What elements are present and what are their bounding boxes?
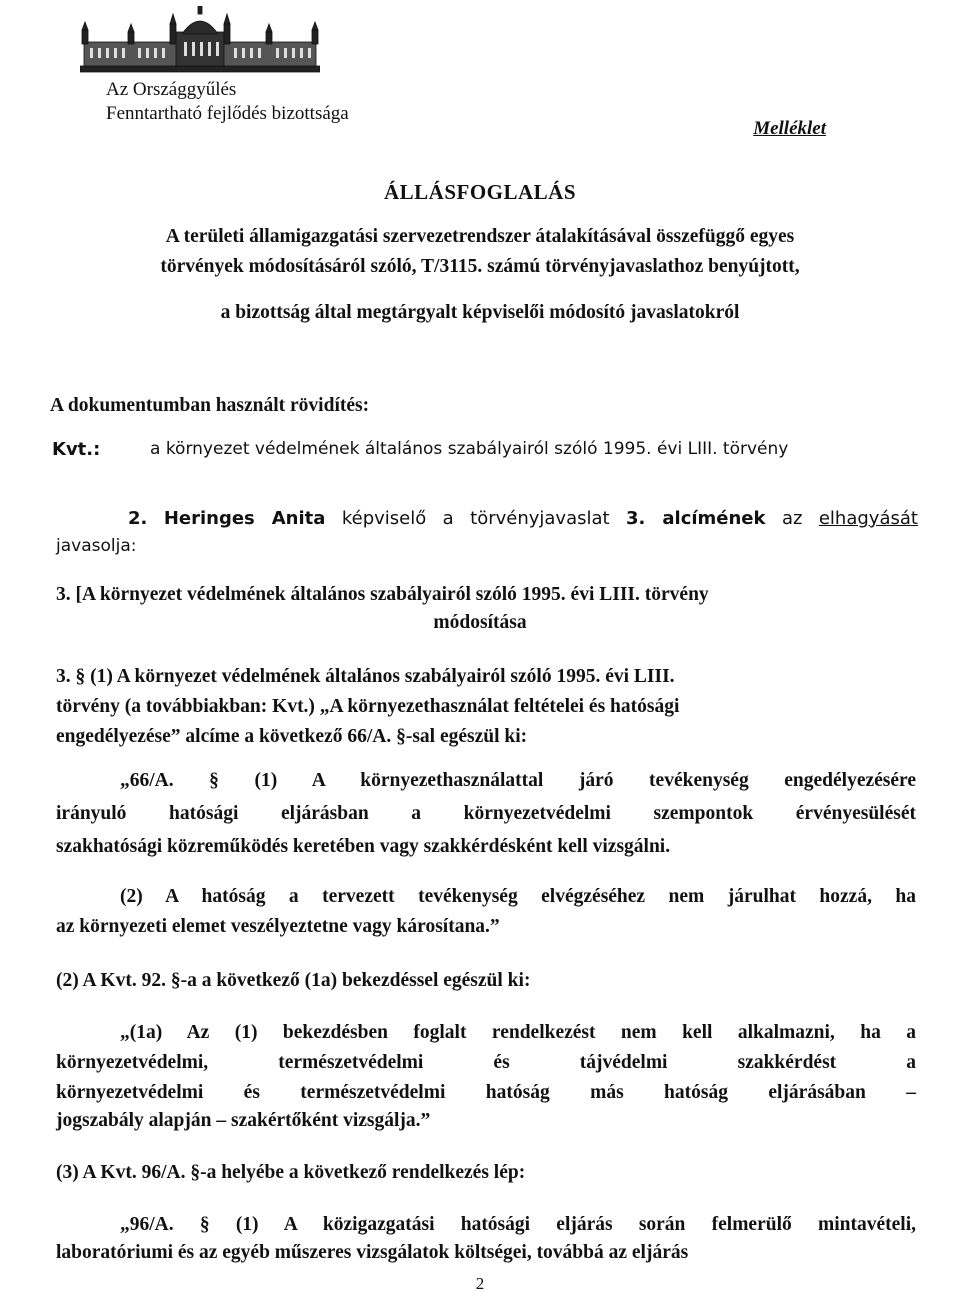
paragraph-line: engedélyezése” alcíme a következő 66/A. §-sal egészül ki:: [56, 726, 528, 747]
quote-line: (2) A hatóság a tervezett tevékenység elvégzéséhez nem járulhat hozzá, ha: [120, 886, 916, 907]
quote-line: környezetvédelmi, természetvédelmi és tájvédelmi szakkérdést a: [56, 1052, 916, 1073]
annex-label: Melléklet: [753, 118, 826, 139]
subtitle-line: A területi államigazgatási szervezetrendszer átalakításával összefüggő egyes: [165, 226, 795, 247]
subtitle-line: a bizottság által megtárgyalt képviselői módosító javaslatokról: [220, 302, 740, 323]
amendment-continuation: javasolja:: [56, 536, 137, 556]
quote-line: szakhatósági közreműködés keretében vagy szakkérdésként kell vizsgálni.: [56, 836, 671, 857]
parliament-building-icon: [80, 6, 320, 74]
subtitle-line: törvények módosításáról szóló, T/3115. számú törvényjavaslathoz benyújtott,: [160, 256, 800, 277]
document-title: ÁLLÁSFOGLALÁS: [383, 180, 577, 204]
quote-line: laboratóriumi és az egyéb műszeres vizsgálatok költségei, továbbá az eljárás: [56, 1242, 689, 1263]
amendment-author: Heringes Anita: [163, 508, 326, 529]
amendment-section-ref: 3. alcímének: [626, 508, 766, 529]
abbreviation-definition: a környezet védelmének általános szabályairól szóló 1995. évi LIII. törvény: [150, 439, 789, 459]
abbreviation-term: Kvt.:: [52, 439, 101, 460]
quote-line: környezetvédelmi és természetvédelmi hatóság más hatóság eljárásában –: [56, 1082, 916, 1103]
paragraph-line: törvény (a továbbiakban: Kvt.) „A környezethasználat feltételei és hatósági: [56, 696, 680, 717]
org-name: Az Országgyűlés: [106, 79, 237, 100]
committee-name: Fenntartható fejlődés bizottsága: [106, 103, 349, 124]
paragraph-line: (3) A Kvt. 96/A. §-a helyébe a következő rendelkezés lép:: [56, 1162, 526, 1183]
amendment-article: az: [781, 508, 803, 529]
paragraph-line: 3. § (1) A környezet védelmének általános szabályairól szóló 1995. évi LIII.: [56, 666, 675, 687]
section-heading: 3. [A környezet védelmének általános szabályairól szóló 1995. évi LIII. törvény: [56, 584, 709, 605]
amendment-action: elhagyását: [818, 508, 918, 529]
amendment-line: [128, 508, 918, 529]
amendment-number: 2.: [128, 508, 148, 529]
quote-line: „(1a) Az (1) bekezdésben foglalt rendelkezést nem kell alkalmazni, ha a: [120, 1022, 916, 1043]
quote-line: „66/A. § (1) A környezethasználattal járó tevékenység engedélyezésére: [120, 770, 916, 791]
quote-line: irányuló hatósági eljárásban a környezetvédelmi szempontok érvényesülését: [56, 803, 916, 824]
quote-line: az környezeti elemet veszélyeztetne vagy károsítana.”: [56, 916, 500, 937]
abbreviations-heading: A dokumentumban használt rövidítés:: [50, 395, 370, 416]
quote-line: jogszabály alapján – szakértőként vizsgálja.”: [56, 1110, 431, 1131]
amendment-text: képviselő a törvényjavaslat: [341, 508, 610, 529]
section-heading: módosítása: [433, 612, 527, 633]
paragraph-line: (2) A Kvt. 92. §-a a következő (1a) bekezdéssel egészül ki:: [56, 970, 531, 991]
quote-line: „96/A. § (1) A közigazgatási hatósági eljárás során felmerülő mintavételi,: [120, 1214, 916, 1235]
page-number: 2: [475, 1274, 485, 1293]
